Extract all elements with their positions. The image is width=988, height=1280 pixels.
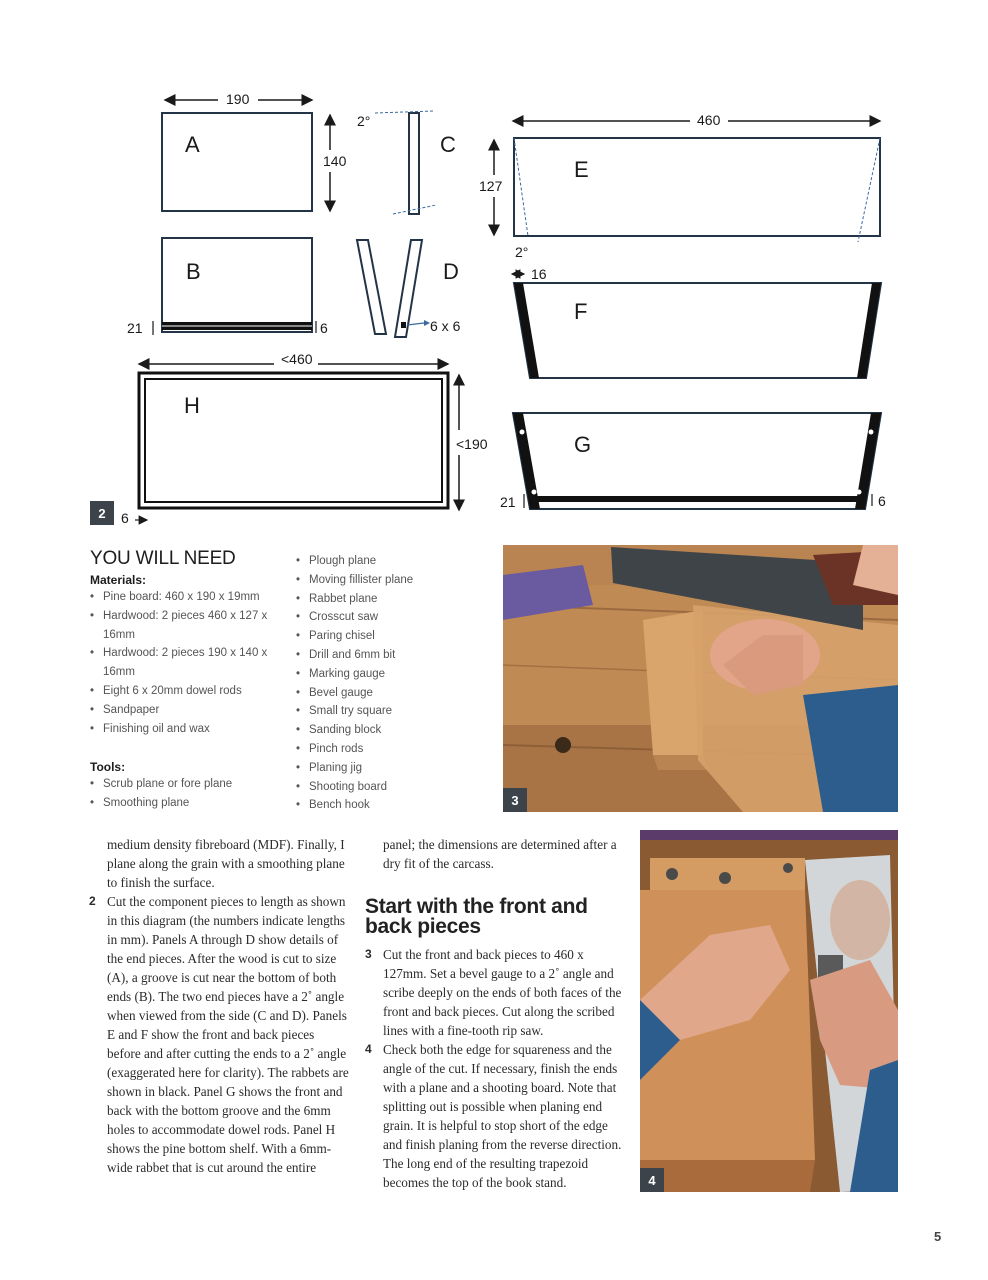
list-item: • Finishing oil and wax bbox=[90, 720, 290, 739]
materials-box bbox=[90, 548, 290, 813]
materials-heading: YOU WILL NEED bbox=[90, 548, 236, 569]
list-item: • Rabbet plane bbox=[296, 590, 496, 609]
panel-h bbox=[121, 351, 488, 526]
tools-column bbox=[296, 552, 496, 815]
svg-text:B: B bbox=[186, 259, 201, 284]
svg-text:C: C bbox=[440, 132, 456, 157]
step-2 bbox=[89, 892, 349, 1177]
svg-text:E: E bbox=[574, 157, 589, 182]
list-item: • Bevel gauge bbox=[296, 684, 496, 703]
svg-text:190: 190 bbox=[226, 91, 250, 107]
section-subheading: Start with the front and back pieces bbox=[365, 895, 588, 938]
svg-text:2°: 2° bbox=[357, 113, 371, 129]
list-item: • Sanding block bbox=[296, 721, 496, 740]
panel-f bbox=[512, 266, 881, 378]
svg-text:6 x 6: 6 x 6 bbox=[430, 318, 461, 334]
svg-text:<460: <460 bbox=[281, 351, 313, 367]
panel-a bbox=[162, 91, 347, 211]
page-number: 5 bbox=[934, 1229, 942, 1244]
figure-2-badge: 2 bbox=[90, 501, 114, 525]
step-2-number: 2 bbox=[89, 894, 96, 908]
svg-text:2°: 2° bbox=[515, 244, 529, 260]
svg-text:6: 6 bbox=[878, 493, 886, 509]
article-column-2 bbox=[365, 835, 627, 1192]
list-item: • Smoothing plane bbox=[90, 794, 290, 813]
component-diagram bbox=[0, 0, 988, 540]
photo-3 bbox=[503, 545, 898, 812]
step-4-text: Check both the edge for squareness and the angle of the cut. If necessary, finish the ends with a plane and a shooting board. Note that splitting out is possible when planing end grain. It is helpful to stop short of the edge and finish planing from the reverse direction. The long end of the resulting trapezoid becomes the top of the book stand. bbox=[383, 1042, 622, 1190]
svg-text:21: 21 bbox=[500, 494, 516, 510]
svg-text:H: H bbox=[184, 393, 200, 418]
list-item: • Marking gauge bbox=[296, 665, 496, 684]
svg-text:6: 6 bbox=[320, 320, 328, 336]
svg-text:460: 460 bbox=[697, 112, 721, 128]
list-item: • Hardwood: 2 pieces 190 x 140 x 16mm bbox=[90, 644, 290, 682]
step-3-number: 3 bbox=[365, 947, 372, 961]
list-item: • Moving fillister plane bbox=[296, 571, 496, 590]
materials-list bbox=[90, 588, 290, 738]
step-3 bbox=[365, 945, 627, 1040]
list-item: • Drill and 6mm bit bbox=[296, 646, 496, 665]
svg-text:<190: <190 bbox=[456, 436, 488, 452]
panel-e bbox=[479, 112, 880, 260]
list-item: • Planing jig bbox=[296, 759, 496, 778]
svg-text:127: 127 bbox=[479, 178, 503, 194]
svg-text:G: G bbox=[574, 432, 592, 457]
tools-list-a bbox=[90, 775, 290, 813]
diagram-svg bbox=[0, 0, 988, 540]
panel-c bbox=[357, 111, 456, 214]
list-item: • Shooting board bbox=[296, 778, 496, 797]
materials-label: Materials: bbox=[90, 573, 147, 587]
step-4-number: 4 bbox=[365, 1042, 372, 1056]
list-item: • Paring chisel bbox=[296, 627, 496, 646]
list-item: • Crosscut saw bbox=[296, 608, 496, 627]
list-item: • Pinch rods bbox=[296, 740, 496, 759]
panel-d bbox=[357, 240, 461, 337]
list-item: • Plough plane bbox=[296, 552, 496, 571]
panel-g bbox=[500, 413, 886, 510]
photo-4 bbox=[640, 830, 898, 1192]
svg-text:21: 21 bbox=[127, 320, 143, 336]
photo-4-badge: 4 bbox=[640, 1168, 664, 1192]
article-column-1 bbox=[89, 835, 349, 1177]
svg-text:F: F bbox=[574, 299, 588, 324]
step-3-text: Cut the front and back pieces to 460 x 127mm. Set a bevel gauge to a 2˚ angle and scribe deeply on the ends of both faces of the front and back pieces. Cut along the scribed lines with a fine-tooth rip saw. bbox=[383, 947, 622, 1038]
svg-text:6: 6 bbox=[121, 510, 129, 526]
list-item: • Sandpaper bbox=[90, 701, 290, 720]
svg-text:A: A bbox=[185, 132, 200, 157]
svg-text:16: 16 bbox=[531, 266, 547, 282]
photo-3-badge: 3 bbox=[503, 788, 527, 812]
list-item: • Bench hook bbox=[296, 796, 496, 815]
tools-list-b bbox=[296, 552, 496, 815]
list-item: • Eight 6 x 20mm dowel rods bbox=[90, 682, 290, 701]
list-item: • Pine board: 460 x 190 x 19mm bbox=[90, 588, 290, 607]
column-2-lead: panel; the dimensions are determined after a dry fit of the carcass. bbox=[383, 837, 617, 871]
panel-b bbox=[127, 238, 328, 336]
photo-4-image bbox=[640, 830, 898, 1192]
photo-3-image bbox=[503, 545, 898, 812]
column-1-lead: medium density fibreboard (MDF). Finally, I plane along the grain with a smoothing plane to finish the surface. bbox=[107, 837, 345, 890]
list-item: • Scrub plane or fore plane bbox=[90, 775, 290, 794]
svg-text:D: D bbox=[443, 259, 459, 284]
list-item: • Hardwood: 2 pieces 460 x 127 x 16mm bbox=[90, 607, 290, 645]
step-2-text: Cut the component pieces to length as shown in this diagram (the numbers indicate lengths in mm). Panels A through D show details of the end pieces. After the wood is cut to size (A), a groove is cut near the bottom of both ends (B). The two end pieces have a 2˚ angle when viewed from the side (C and D). Panels E and F show the front and back pieces before and after cutting the ends to a 2˚ angle (exaggerated here for clarity). The rabbets are shown in black. Panel G shows the front and back with the bottom groove and the 6mm holes to accommodate dowel rods. Panel H shows the pine bottom shelf. With a 6mm-wide rabbet that is cut around the entire bbox=[107, 894, 349, 1175]
svg-text:140: 140 bbox=[323, 153, 347, 169]
step-4 bbox=[365, 1040, 627, 1192]
list-item: • Small try square bbox=[296, 702, 496, 721]
tools-label: Tools: bbox=[90, 760, 126, 775]
